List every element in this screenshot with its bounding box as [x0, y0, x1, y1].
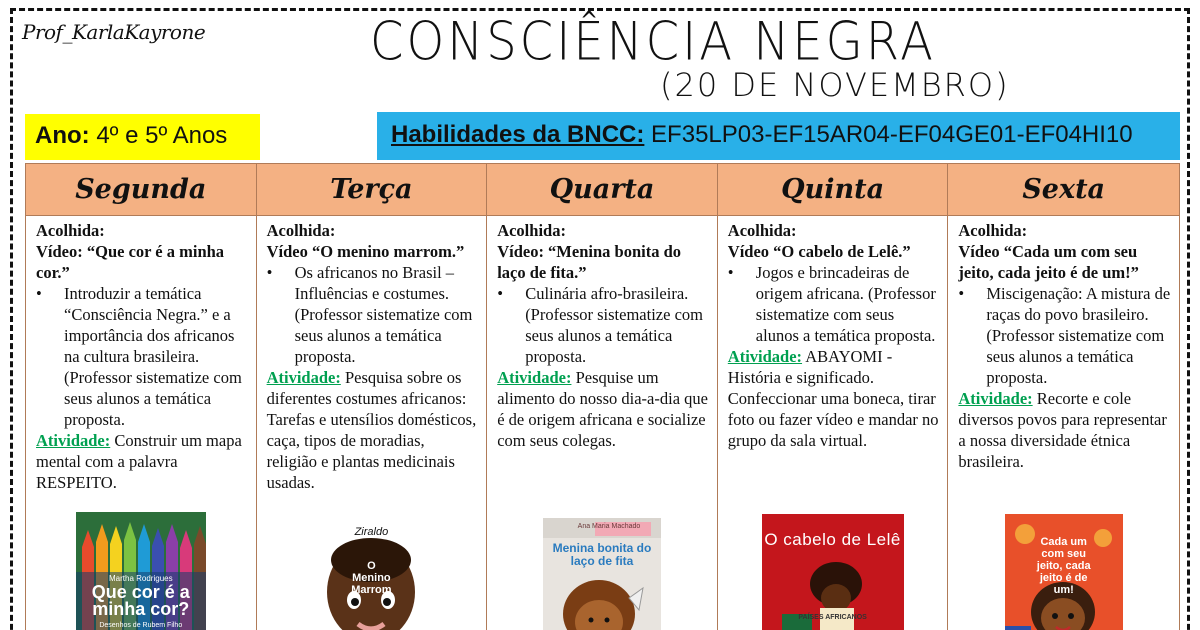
day-header: Terça — [257, 164, 487, 216]
day-content — [487, 216, 717, 451]
page-subtitle: (20 DE NOVEMBRO) — [660, 66, 1010, 104]
acolhida-label: Acolhida: — [36, 221, 105, 240]
acolhida-label: Acolhida: — [497, 221, 566, 240]
activity-text — [728, 346, 940, 451]
author-signature: Prof_KarlaKayrone — [22, 20, 206, 44]
day-bullet: • Culinária afro-brasileira. (Professor sistematize com seus alunos a temática proposta. — [497, 283, 709, 367]
video-title: Vídeo “O cabelo de Lelê.” — [727, 242, 911, 261]
day-bullet: • Jogos e brincadeiras de origem africana. (Professor sistematize com seus alunos a temática proposta. — [728, 262, 940, 346]
activity-description: ABAYOMI - História e significado. Confeccionar uma boneca, tirar foto ou fazer vídeo e mandar no grupo da sala virtual. — [727, 347, 939, 450]
book-cover-menino-marrom — [318, 520, 424, 630]
bncc-label: Habilidades da BNCC: — [391, 121, 645, 148]
activity-text — [497, 367, 709, 451]
activity-description: Recorte e cole diversos povos para representar a nossa diversidade étnica brasileira. — [958, 389, 1167, 471]
day-content — [257, 216, 487, 493]
day-content — [718, 216, 948, 451]
book-title: Menina bonita do laço de fita — [552, 541, 652, 568]
day-column-sexta — [948, 164, 1179, 630]
book-author: Martha Rodrigues — [109, 574, 173, 583]
grade-value: 4º e 5º Anos — [96, 122, 228, 149]
day-header: Quarta — [487, 164, 717, 216]
activity-label: Atividade: — [497, 368, 572, 387]
activity-description: Pesquisa sobre os diferentes costumes africanos: Tarefas e utensílios domésticos, caça, tipos de moradias, religião e plantas medicinais usadas. — [266, 368, 477, 492]
book-author: Ana Maria Machado — [577, 523, 641, 530]
video-title: Vídeo “Cada um com seu jeito, cada jeito é de um!” — [958, 242, 1139, 282]
activity-text — [958, 388, 1171, 472]
acolhida-label: Acolhida: — [266, 221, 336, 240]
activity-description: Pesquise um alimento do nosso dia-a-dia que é de origem africana e socialize com seus colegas. — [497, 368, 708, 450]
video-title: Vídeo: “Menina bonita do laço de fita.” — [497, 242, 681, 282]
video-title: Vídeo: “Que cor é a minha cor.” — [36, 242, 225, 282]
activity-label: Atividade: — [36, 431, 111, 450]
day-column-terca — [257, 164, 488, 630]
acolhida-label: Acolhida: — [727, 221, 797, 240]
day-content — [948, 216, 1179, 472]
day-column-segunda — [26, 164, 257, 630]
day-header: Quinta — [718, 164, 948, 216]
book-title: O Menino Marrom — [351, 560, 392, 596]
bncc-codes: EF35LP03-EF15AR04-EF04GE01-EF04HI10 — [651, 121, 1133, 148]
bncc-box — [377, 112, 1180, 160]
day-content — [26, 216, 256, 493]
day-header: Sexta — [948, 164, 1179, 216]
activity-text — [36, 430, 248, 493]
grade-label: Ano: — [35, 122, 90, 149]
book-title: O cabelo de Lelê — [764, 530, 901, 549]
book-cover-cabelo-de-lele — [762, 514, 904, 630]
day-bullet: • Miscigenação: A mistura de raças do povo brasileiro. (Professor sistematize com seus alunos a temática proposta. — [958, 283, 1171, 388]
book-author: Ziraldo — [354, 526, 389, 538]
day-column-quinta — [718, 164, 949, 630]
activity-label: Atividade: — [958, 389, 1033, 408]
girl-illustration — [543, 518, 661, 630]
book-title: Que cor é a minha cor? — [91, 582, 190, 619]
day-bullet: • Os africanos no Brasil – Influências e costumes. (Professor sistematize com seus alunos a temática proposta. — [267, 262, 479, 367]
grade-box — [25, 114, 260, 160]
book-cover-cada-um-com-seu-jeito — [1005, 514, 1123, 630]
weekly-schedule-table — [25, 163, 1180, 630]
book-cover-que-cor — [76, 512, 206, 630]
acolhida-label: Acolhida: — [958, 221, 1028, 240]
activity-description: Construir um mapa mental com a palavra RESPEITO. — [36, 431, 242, 492]
book-illustrator: Desenhos de Rubem Filho — [99, 622, 183, 629]
book-cover-menina-bonita — [543, 518, 661, 630]
book-title: Cada um com seu jeito, cada jeito é de um! — [1036, 536, 1091, 596]
day-header: Segunda — [26, 164, 256, 216]
video-title: Vídeo “O menino marrom.” — [266, 242, 465, 261]
day-column-quarta — [487, 164, 718, 630]
page-title: CONSCIÊNCIA NEGRA — [370, 11, 937, 73]
activity-text — [267, 367, 479, 493]
activity-label: Atividade: — [266, 368, 341, 387]
activity-label: Atividade: — [727, 347, 803, 366]
day-bullet: • Introduzir a temática “Consciência Negra.” e a importância dos africanos na cultura brasileira. (Professor sistematize com seus alunos a temática proposta. — [36, 283, 248, 430]
book-sign-text: PAÍSES AFRICANOS — [798, 614, 867, 621]
